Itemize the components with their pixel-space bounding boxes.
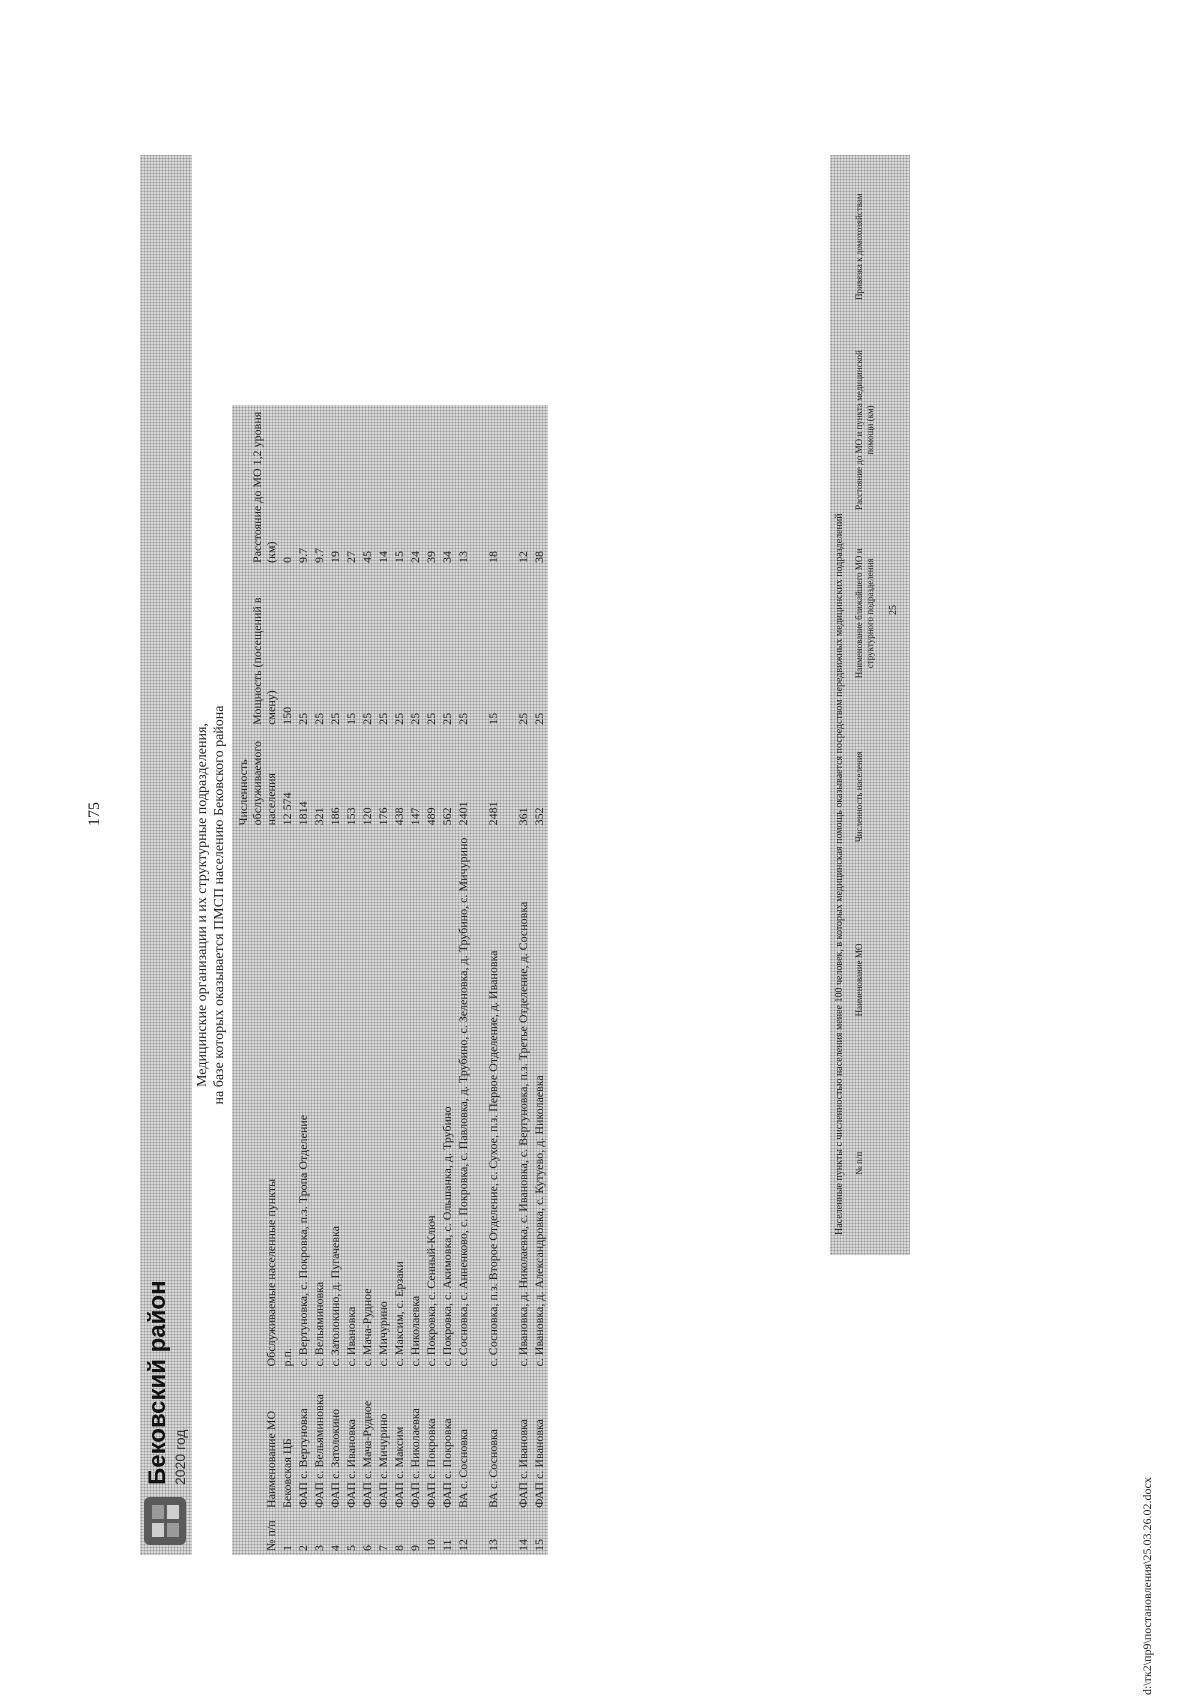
- cell-localities: с. Сосновка, п.з. Второе Отделение, с. Сухое, п.з. Первое Отделение, д. Ивановка: [486, 950, 500, 1367]
- cell-distance: 0: [280, 556, 294, 563]
- cell-distance: 14: [376, 550, 390, 563]
- cell-distance: 15: [392, 550, 406, 563]
- cell-population: 321: [312, 807, 326, 826]
- cell-distance: 38: [532, 550, 546, 563]
- cell-capacity: 15: [486, 712, 500, 725]
- cell-name: Бековская ЦБ: [280, 1438, 294, 1508]
- cell-population: 12 574: [280, 792, 294, 826]
- cell-localities: с. Мача-Рудное: [360, 1288, 374, 1367]
- cell-distance: 24: [408, 550, 422, 563]
- cell-name: ФАП с. Покровка: [440, 1418, 454, 1508]
- table-row: [392, 405, 408, 1555]
- cell-no: 8: [392, 1545, 406, 1551]
- cell-population: 489: [424, 807, 438, 826]
- cell-localities: с. Вельяминовка: [312, 1281, 326, 1367]
- cell-capacity: 25: [392, 712, 406, 725]
- cell-name: ФАП с. Мача-Рудное: [360, 1400, 374, 1508]
- cell-distance: 12: [516, 550, 530, 563]
- bottom-header-cell: Численность населения: [854, 751, 864, 843]
- cell-capacity: 25: [408, 712, 422, 725]
- bottom-table-header-row: [852, 155, 878, 1255]
- cell-capacity: 25: [296, 712, 310, 725]
- cell-distance: 9.7: [296, 547, 310, 563]
- cell-capacity: 25: [312, 712, 326, 725]
- cell-no: 2: [296, 1545, 310, 1551]
- bottom-table-value: 25: [888, 605, 899, 615]
- table-row: [440, 405, 456, 1555]
- cell-distance: 19: [328, 550, 342, 563]
- header-no: № п/п: [264, 1520, 278, 1551]
- cell-name: ФАП с. Максим: [392, 1426, 406, 1508]
- cell-localities: с. Николаевка: [408, 1295, 422, 1367]
- cell-localities: с. Вертуновка, с. Покровка, п.з. Тропа Отделение: [296, 1114, 310, 1367]
- header-band: [140, 155, 192, 1555]
- cell-localities: с. Сосновка, с. Анненково, с. Покровка, с. Павловка, д. Трубино, с. Зеленовка, д. Трубино, с. Мичурино: [456, 837, 470, 1367]
- cell-distance: 13: [456, 550, 470, 563]
- cell-no: 12: [456, 1539, 470, 1551]
- cell-localities: с. Ивановка: [344, 1306, 358, 1367]
- cell-population: 438: [392, 807, 406, 826]
- table-row: [312, 405, 328, 1555]
- region-year: 2020 год: [172, 1429, 188, 1485]
- cell-distance: 9.7: [312, 547, 326, 563]
- cell-no: 4: [328, 1545, 342, 1551]
- cell-localities: с. Ивановка, д. Николаевка, с. Ивановка, с. Вертуновка, п.з. Третье Отделение, д. Сосновка: [516, 901, 530, 1367]
- cell-capacity: 25: [360, 712, 374, 725]
- cell-name: ФАП с. Ивановка: [516, 1419, 530, 1508]
- page-number: 175: [86, 802, 103, 826]
- cell-localities: с. Максим, с. Ерзаки: [392, 1261, 406, 1367]
- cell-no: 11: [440, 1539, 454, 1551]
- header-population: Численность обслуживаемого населения: [236, 740, 278, 826]
- cell-name: ФАП с. Ивановка: [532, 1419, 546, 1508]
- bottom-header-cell: № п/п: [854, 1151, 864, 1175]
- table-row: [344, 405, 360, 1555]
- cell-population: 2481: [486, 801, 500, 826]
- cell-name: ВА с. Сосновка: [456, 1429, 470, 1508]
- table-row: [376, 405, 392, 1555]
- cell-population: 176: [376, 807, 390, 826]
- cell-no: 7: [376, 1545, 390, 1551]
- rotated-sheet: [140, 125, 920, 1585]
- cell-no: 3: [312, 1545, 326, 1551]
- cell-localities: с. Мичурино: [376, 1301, 390, 1367]
- cell-localities: р.п.: [280, 1348, 294, 1367]
- cell-name: ФАП с. Николаевка: [408, 1408, 422, 1508]
- header-name: Наименование МО: [264, 1410, 278, 1508]
- cell-population: 153: [344, 807, 358, 826]
- cell-no: 13: [486, 1539, 500, 1551]
- cell-name: ФАП с. Ивановка: [344, 1419, 358, 1508]
- table-row: [408, 405, 424, 1555]
- cell-no: 14: [516, 1539, 530, 1551]
- table-row: [360, 405, 376, 1555]
- cell-distance: 18: [486, 550, 500, 563]
- file-path-footer: d:\тк2\пр9\постановления\25.03.26.02.docx: [1140, 1477, 1154, 1695]
- bottom-header-cell: Расстояние до МО и пункта медицинской помощи (км): [854, 350, 875, 510]
- cell-capacity: 150: [280, 706, 294, 725]
- cell-no: 15: [532, 1539, 546, 1551]
- table-title: [194, 555, 228, 1255]
- header-capacity: Мощность (посещений в смену): [250, 597, 278, 725]
- cell-no: 1: [280, 1545, 294, 1551]
- table-title-line: Медицинские организации и их структурные подразделения,: [195, 723, 210, 1087]
- header-distance: Расстояние до МО 1,2 уровня (км): [250, 411, 278, 563]
- cell-distance: 45: [360, 550, 374, 563]
- table-row: [328, 405, 344, 1555]
- cell-population: 186: [328, 807, 342, 826]
- cell-no: 6: [360, 1545, 374, 1551]
- cell-name: ФАП с. Покровка: [424, 1418, 438, 1508]
- cell-no: 10: [424, 1539, 438, 1551]
- region-emblem-icon: [142, 1495, 188, 1547]
- cell-population: 147: [408, 807, 422, 826]
- cell-localities: с. Покровка, с. Сенный-Ключ: [424, 1215, 438, 1367]
- cell-distance: 34: [440, 550, 454, 563]
- table-row: [424, 405, 440, 1555]
- table-header-row: [232, 405, 280, 1555]
- cell-no: 5: [344, 1545, 358, 1551]
- cell-name: ФАП с. Вельяминовка: [312, 1394, 326, 1508]
- cell-capacity: 25: [456, 712, 470, 725]
- cell-capacity: 25: [532, 712, 546, 725]
- cell-population: 361: [516, 807, 530, 826]
- table-container: [232, 405, 548, 1555]
- cell-localities: с. Затолокино, д. Пугачевка: [328, 1226, 342, 1367]
- cell-capacity: 25: [424, 712, 438, 725]
- cell-population: 562: [440, 807, 454, 826]
- cell-population: 2401: [456, 801, 470, 826]
- cell-population: 120: [360, 807, 374, 826]
- cell-population: 1814: [296, 801, 310, 826]
- cell-population: 352: [532, 807, 546, 826]
- cell-localities: с. Ивановка, д. Александровка, с. Кутуево, д. Николаевка: [532, 1075, 546, 1367]
- cell-name: ФАП с. Мичурино: [376, 1413, 390, 1508]
- table-row: [516, 405, 532, 1555]
- table-row: [456, 405, 486, 1555]
- bottom-header-cell: Наименование ближайшего МО и структурного подразделения: [854, 548, 875, 679]
- bottom-header-cell: Наименование МО: [854, 943, 864, 1017]
- cell-capacity: 25: [376, 712, 390, 725]
- bottom-header-cell: Привязка к домохозяйствам: [854, 193, 864, 300]
- cell-distance: 27: [344, 550, 358, 563]
- bottom-table: [830, 155, 910, 1255]
- header-localities: Обслуживаемые населенные пункты: [264, 1178, 278, 1367]
- medical-organizations-table: [232, 405, 548, 1555]
- cell-name: ФАП с. Затолокино: [328, 1408, 342, 1508]
- cell-name: ВА с. Сосновка: [486, 1429, 500, 1508]
- table-row: [296, 405, 312, 1555]
- table-title-line: на базе которых оказывается ПМСП населению Бековского района: [212, 705, 227, 1105]
- table-row: [280, 405, 296, 1555]
- cell-name: ФАП с. Вертуновка: [296, 1408, 310, 1508]
- cell-capacity: 25: [440, 712, 454, 725]
- table-row: [486, 405, 516, 1555]
- table-row: [532, 405, 548, 1555]
- cell-capacity: 15: [344, 712, 358, 725]
- cell-localities: с. Покровка, с. Акимовка, с. Ольшанка, д. Трубино: [440, 1106, 454, 1367]
- cell-distance: 39: [424, 550, 438, 563]
- cell-capacity: 25: [516, 712, 530, 725]
- cell-capacity: 25: [328, 712, 342, 725]
- bottom-table-title: Населенные пункты с численностью населения менее 100 человек, в которых медицинская помощь оказывается посредством передвижных медицинских подразделений: [834, 513, 845, 1235]
- region-title: Бековский район: [144, 1280, 171, 1485]
- cell-no: 9: [408, 1545, 422, 1551]
